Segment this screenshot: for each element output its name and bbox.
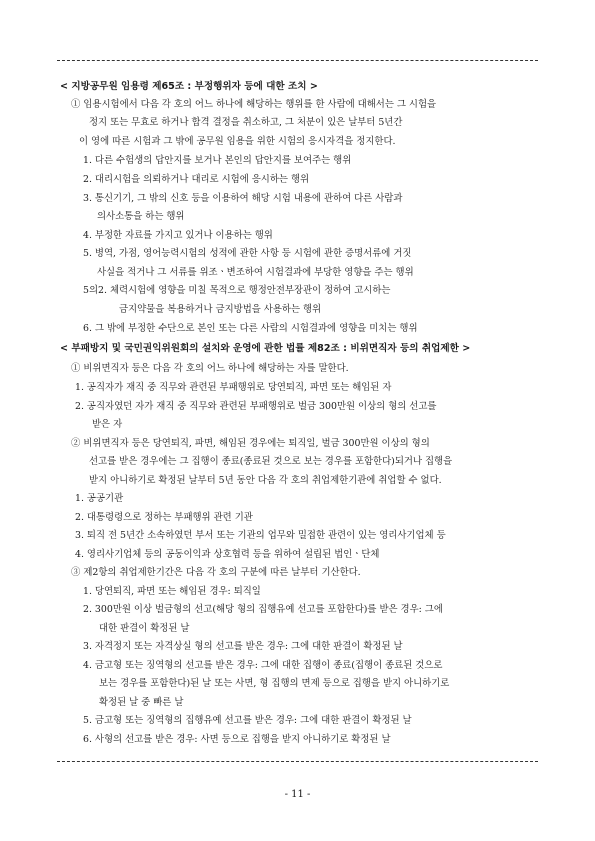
section-2-line: ③ 제2항의 취업제한기간은 다음 각 호의 구분에 따른 날부터 기산한다. xyxy=(71,567,361,578)
section-1-item: 5의2. 체력시험에 영향을 미칠 목적으로 행정안전부장관이 정하여 고시하는 xyxy=(83,285,391,296)
page-number: - 11 - xyxy=(284,789,311,800)
section-2-line: 대한 판결이 확정된 날 xyxy=(99,623,190,634)
section-1-paragraph-line: ① 임용시험에서 다음 각 호의 어느 하나에 해당하는 행위를 한 사람에 대해서는 그 시험을 xyxy=(71,99,437,110)
section-2-line: 3. 자격정지 또는 자격상실 형의 선고를 받은 경우: 그에 대한 판결이 확정된 날 xyxy=(83,641,403,652)
section-1-item: 의사소통을 하는 행위 xyxy=(97,211,185,222)
section-2-line: 2. 공직자였던 자가 재직 중 직무와 관련된 부패행위로 벌금 300만원 이상의 형의 선고를 xyxy=(75,401,437,412)
section-2-line: 받은 자 xyxy=(92,419,123,430)
section-2-line: 1. 공직자가 재직 중 직무와 관련된 부패행위로 당연퇴직, 파면 또는 해임된 자 xyxy=(75,382,392,393)
section-2-line: 4. 영리사기업체 등의 공동이익과 상호협력 등을 위하여 설립된 법인ㆍ단체 xyxy=(75,549,380,560)
section-1-paragraph-line: 이 영에 따른 시험과 그 밖에 공무원 임용을 위한 시험의 응시자격을 정지한다. xyxy=(79,136,396,147)
section-2-line: 2. 300만원 이상 벌금형의 선고(해당 형의 집행유예 선고를 포함한다)를 받은 경우: 그에 xyxy=(83,604,443,615)
section-2-line: 확정된 날 중 빠른 날 xyxy=(99,697,184,708)
section-1-item: 3. 통신기기, 그 밖의 신호 등을 이용하여 해당 시험 내용에 관하여 다른 사람과 xyxy=(83,193,403,204)
section-1-item: 금지약물을 복용하거나 금지방법을 사용하는 행위 xyxy=(119,304,322,315)
section-2-line: 선고를 받은 경우에는 그 집행이 종료(종료된 것으로 보는 경우를 포함한다)되거나 집행을 xyxy=(89,456,453,467)
section-2-line: 받지 아니하기로 확정된 날부터 5년 동안 다음 각 호의 취업제한기관에 취업할 수 없다. xyxy=(89,475,442,486)
section-2-line: 보는 경우를 포함한다)된 날 또는 사면, 형 집행의 면제 등으로 집행을 받지 아니하기로 xyxy=(99,678,450,689)
section-2-line: 1. 당연퇴직, 파면 또는 해임된 경우: 퇴직일 xyxy=(83,586,261,597)
section-2-line: 2. 대통령령으로 정하는 부패행위 관련 기관 xyxy=(75,512,253,523)
section-1-paragraph-line: 정지 또는 무효로 하거나 합격 결정을 취소하고, 그 처분이 있은 날부터 5년간 xyxy=(89,117,403,128)
section-1-item: 6. 그 밖에 부정한 수단으로 본인 또는 다른 사람의 시험결과에 영향을 미치는 행위 xyxy=(83,323,418,334)
section-2-line: 6. 사형의 선고를 받은 경우: 사면 등으로 집행을 받지 아니하기로 확정된 날 xyxy=(83,734,391,745)
section-1-item: 1. 다른 수험생의 답안지를 보거나 본인의 답안지를 보여주는 행위 xyxy=(83,155,352,166)
document-frame xyxy=(57,60,538,762)
section-2-line: ① 비위면직자 등은 다음 각 호의 어느 하나에 해당하는 자를 말한다. xyxy=(71,363,349,374)
section-2-line: 3. 퇴직 전 5년간 소속하였던 부서 또는 기관의 업무와 밀접한 관련이 있는 영리사기업체 등 xyxy=(75,530,446,541)
section-1-item: 2. 대리시험을 의뢰하거나 대리로 시험에 응시하는 행위 xyxy=(83,174,310,185)
section-2-line: 4. 금고형 또는 징역형의 선고를 받은 경우: 그에 대한 집행이 종료(집행이 종료된 것으로 xyxy=(83,660,443,671)
section-1-item: 5. 병역, 가점, 영어능력시험의 성적에 관한 사항 등 시험에 관한 증명서류에 거짓 xyxy=(83,248,412,259)
section-2-heading: < 부패방지 및 국민권익위원회의 설치와 운영에 관한 법률 제82조 : 비위면직자 등의 취업제한 > xyxy=(60,343,471,354)
section-1-item: 사실을 적거나 그 서류를 위조ㆍ변조하여 시험결과에 부당한 영향을 주는 행위 xyxy=(97,267,414,278)
section-1-item: 4. 부정한 자료를 가지고 있거나 이용하는 행위 xyxy=(83,230,273,241)
section-2-line: 5. 금고형 또는 징역형의 집행유예 선고를 받은 경우: 그에 대한 판결이 확정된 날 xyxy=(83,715,412,726)
section-2-line: ② 비위면직자 등은 당연퇴직, 파면, 해임된 경우에는 퇴직일, 벌금 300만원 이상의 형의 xyxy=(71,438,430,449)
section-2-line: 1. 공공기관 xyxy=(75,493,124,504)
section-1-heading: < 지방공무원 임용령 제65조 : 부정행위자 등에 대한 조치 > xyxy=(60,81,318,92)
